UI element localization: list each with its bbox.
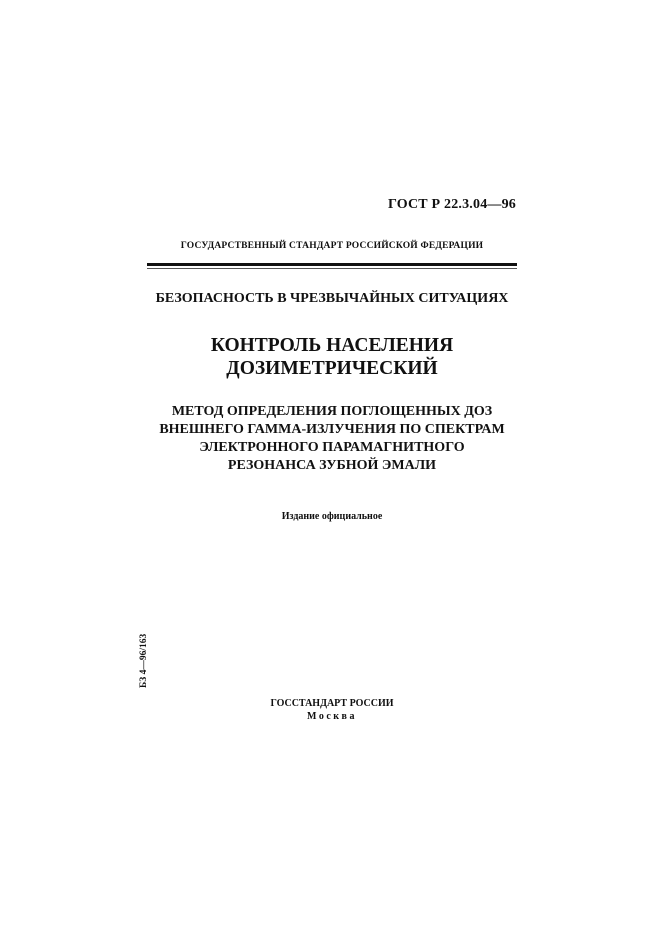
- sub-title-line-3: ЭЛЕКТРОННОГО ПАРАМАГНИТНОГО: [199, 440, 465, 455]
- sub-title-line-2: ВНЕШНЕГО ГАММА-ИЗЛУЧЕНИЯ ПО СПЕКТРАМ: [159, 422, 505, 437]
- side-code: БЗ 4—96/163: [139, 633, 149, 688]
- sub-title-line-1: МЕТОД ОПРЕДЕЛЕНИЯ ПОГЛОЩЕННЫХ ДОЗ: [171, 404, 493, 419]
- main-title-line-2: ДОЗИМЕТРИЧЕСКИЙ: [226, 358, 438, 379]
- edition-note: Издание официальное: [281, 511, 383, 522]
- sub-title: [100, 403, 564, 475]
- main-title-line-1: КОНТРОЛЬ НАСЕЛЕНИЯ: [210, 335, 454, 356]
- sub-title-line-4: РЕЗОНАНСА ЗУБНОЙ ЭМАЛИ: [227, 458, 437, 473]
- publisher-block: [220, 697, 444, 723]
- publisher-name: ГОССТАНДАРТ РОССИИ: [270, 698, 394, 709]
- series-title: БЕЗОПАСНОСТЬ В ЧРЕЗВЫЧАЙНЫХ СИТУАЦИЯХ: [155, 291, 509, 306]
- divider-rule: [147, 263, 517, 266]
- divider-rule-thin: [147, 268, 517, 269]
- gost-number: ГОСТ Р 22.3.04—96: [387, 197, 516, 212]
- standard-heading: ГОСУДАРСТВЕННЫЙ СТАНДАРТ РОССИЙСКОЙ ФЕДЕРАЦИИ: [180, 241, 484, 251]
- main-title: [120, 334, 544, 380]
- publisher-city: Москва: [307, 711, 357, 722]
